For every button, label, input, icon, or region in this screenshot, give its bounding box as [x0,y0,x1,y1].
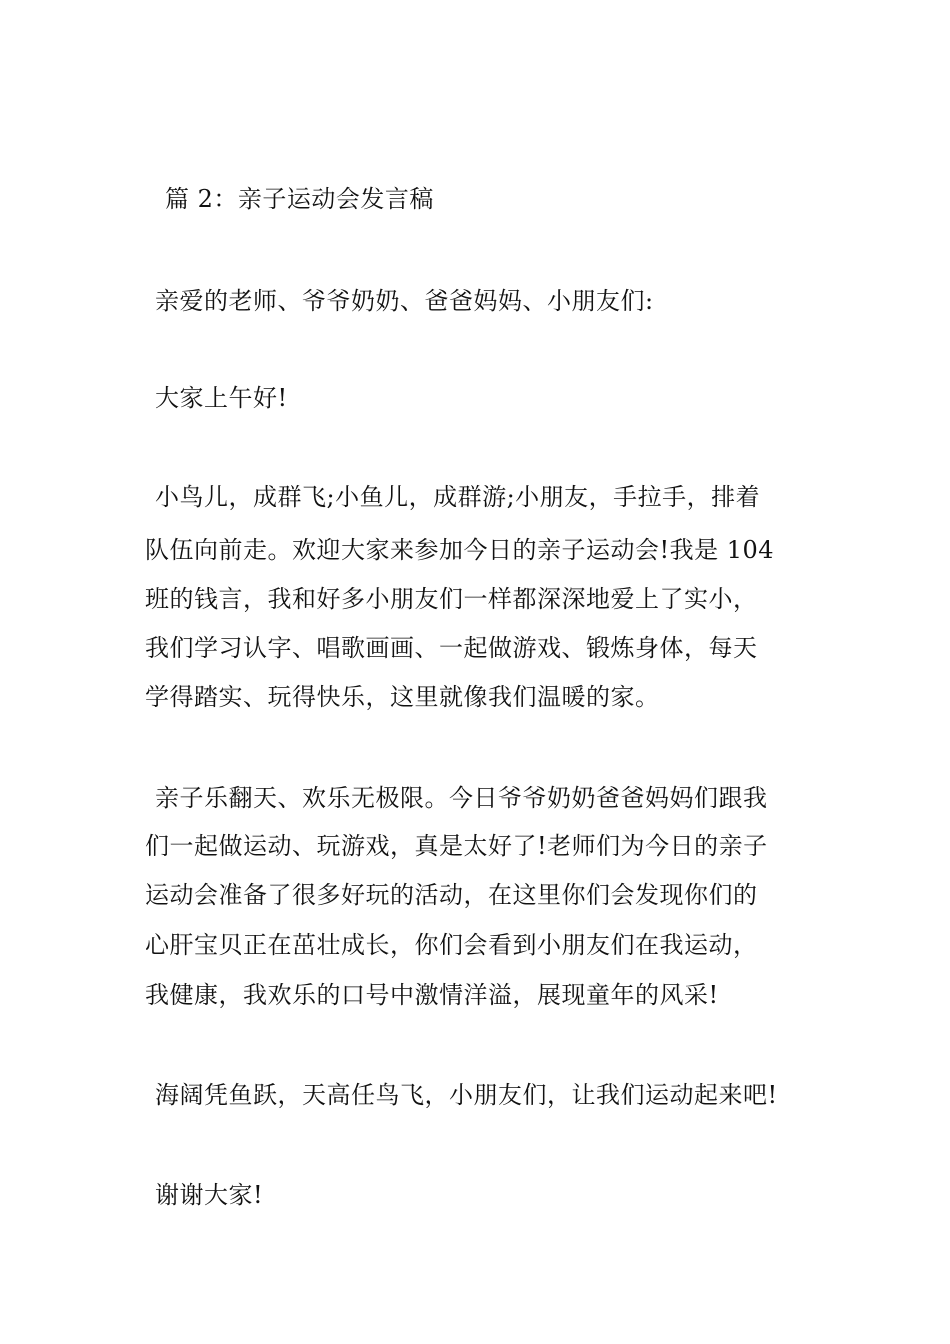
paragraph-3: 海阔凭鱼跃，天高任鸟飞，小朋友们，让我们运动起来吧! [155,1081,778,1109]
paragraph-line: 亲子乐翻天、欢乐无极限。今日爷爷奶奶爸爸妈妈们跟我 [155,784,768,812]
paragraph-line: 我健康，我欢乐的口号中激情洋溢，展现童年的风采! [145,981,719,1009]
paragraph-line: 运动会准备了很多好玩的活动，在这里你们会发现你们的 [145,881,758,909]
paragraph-line: 班的钱言，我和好多小朋友们一样都深深地爱上了实小， [145,585,758,613]
closing: 谢谢大家! [155,1181,264,1209]
paragraph-line: 学得踏实、玩得快乐，这里就像我们温暖的家。 [145,683,660,711]
section-heading: 篇 2：亲子运动会发言稿 [165,185,434,213]
paragraph-line: 心肝宝贝正在茁壮成长，你们会看到小朋友们在我运动， [145,931,758,959]
paragraph-line: 小鸟儿，成群飞;小鱼儿，成群游;小朋友，手拉手，排着 [155,483,761,511]
paragraph-line: 们一起做运动、玩游戏，真是太好了!老师们为今日的亲子 [145,832,768,860]
greeting: 大家上午好! [155,384,288,412]
paragraph-line: 队伍向前走。欢迎大家来参加今日的亲子运动会!我是 104 [145,536,775,564]
salutation: 亲爱的老师、爷爷奶奶、爸爸妈妈、小朋友们: [155,287,654,315]
paragraph-line: 我们学习认字、唱歌画画、一起做游戏、锻炼身体，每天 [145,634,758,662]
